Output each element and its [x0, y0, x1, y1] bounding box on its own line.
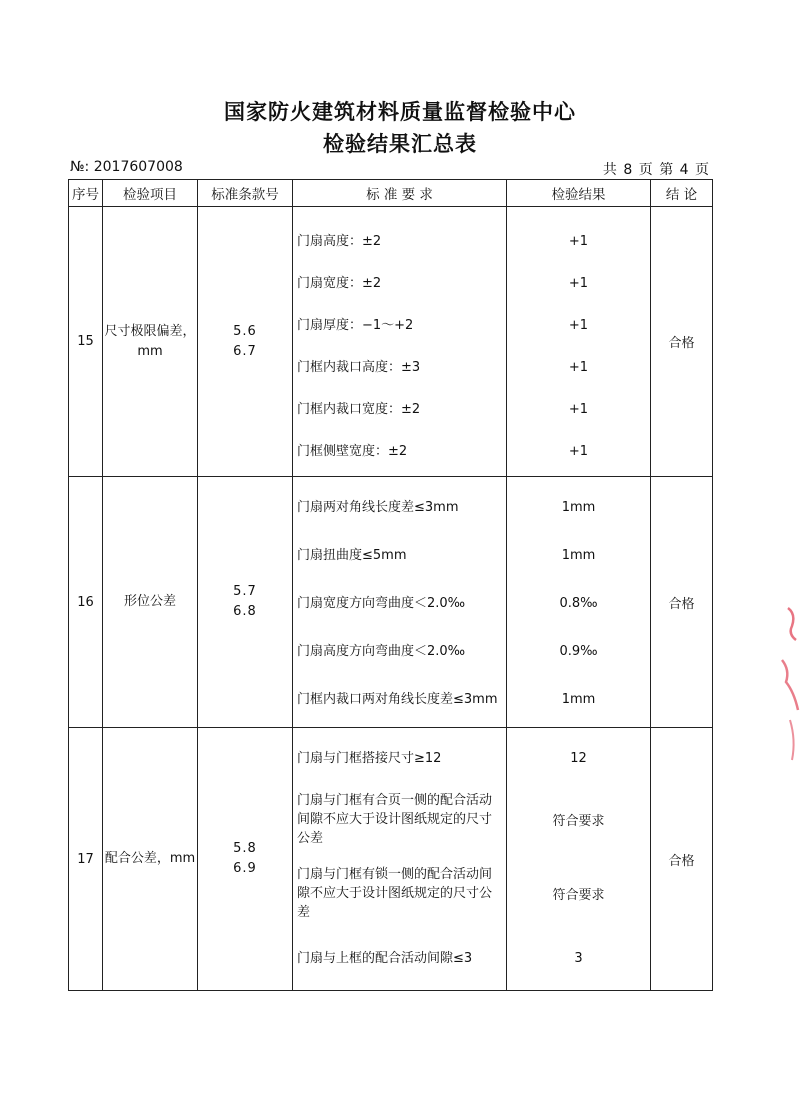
table-row	[69, 477, 713, 728]
header-conclusion: 结 论	[651, 180, 713, 207]
requirement-text: 门扇宽度：±2	[297, 275, 382, 291]
result-value: +1	[568, 359, 589, 375]
result-value: 1mm	[561, 499, 596, 515]
requirement-text: 门扇与门框有合页一侧的配合活动间隙不应大于设计图纸规定的尺寸公差	[297, 792, 493, 846]
result-list	[507, 207, 651, 477]
results-table	[68, 179, 713, 991]
clause-line: 6.9	[233, 861, 257, 876]
clause-line: 6.7	[233, 343, 257, 359]
result-value: +1	[568, 443, 589, 459]
requirement-text: 门扇与门框搭接尺寸≥12	[297, 750, 442, 766]
result-list	[507, 728, 651, 991]
clause-line: 6.8	[233, 604, 257, 619]
requirement-text: 门扇与上框的配合活动间隙≤3	[297, 950, 473, 966]
header-test-item: 检验项目	[103, 180, 198, 207]
requirement-list	[293, 728, 507, 991]
test-item: 尺寸极限偏差，mm	[103, 207, 198, 477]
table-header-row	[69, 180, 713, 207]
standard-clause	[198, 477, 293, 728]
result-value: +1	[568, 317, 589, 333]
requirement-text: 门扇高度：±2	[297, 233, 382, 249]
header-standard-requirement: 标 准 要 求	[293, 180, 507, 207]
result-value: +1	[568, 275, 589, 291]
result-value: 3	[574, 950, 583, 966]
result-value: +1	[568, 401, 589, 417]
requirement-list	[293, 477, 507, 728]
clause-line: 5.6	[233, 323, 257, 339]
clause-line: 5.8	[233, 841, 257, 856]
conclusion: 合格	[651, 207, 713, 477]
test-item: 形位公差	[103, 477, 198, 728]
page-total: 共 8 页	[602, 162, 654, 178]
page-indicator	[603, 159, 710, 179]
page-current: 第 4 页	[659, 162, 710, 178]
requirement-text: 门扇两对角线长度差≤3mm	[297, 499, 459, 515]
header-serial-no: 序号	[69, 180, 103, 207]
result-value: 1mm	[561, 691, 596, 707]
serial-no: 17	[69, 728, 103, 991]
conclusion: 合格	[651, 477, 713, 728]
result-list	[507, 477, 651, 728]
requirement-text: 门扇厚度：−1～+2	[297, 317, 414, 333]
test-item: 配合公差，mm	[103, 728, 198, 991]
result-value: 符合要求	[552, 813, 605, 829]
report-title: 国家防火建筑材料质量监督检验中心	[224, 100, 576, 124]
requirement-text: 门框内裁口两对角线长度差≤3mm	[297, 691, 498, 707]
header-test-result: 检验结果	[507, 180, 651, 207]
table-row	[69, 728, 713, 991]
requirement-text: 门扇高度方向弯曲度＜2.0‰	[297, 643, 466, 659]
standard-clause	[198, 207, 293, 477]
result-value: 12	[570, 750, 587, 766]
standard-clause	[198, 728, 293, 991]
result-value: 0.9‰	[559, 643, 598, 659]
serial-no: 16	[69, 477, 103, 728]
result-value: 1mm	[561, 547, 596, 563]
requirement-text: 门框侧壁宽度：±2	[297, 443, 408, 459]
result-value: 0.8‰	[559, 595, 598, 611]
red-seal-stamp-fragment	[770, 600, 800, 790]
requirement-text: 门扇与门框有锁一侧的配合活动间隙不应大于设计图纸规定的尺寸公差	[297, 866, 493, 920]
header-standard-clause: 标准条款号	[198, 180, 293, 207]
clause-line: 5.7	[233, 584, 257, 599]
requirement-list	[293, 207, 507, 477]
conclusion: 合格	[651, 728, 713, 991]
requirement-text: 门扇宽度方向弯曲度＜2.0‰	[297, 595, 466, 611]
requirement-text: 门框内裁口高度：±3	[297, 359, 421, 375]
table-row	[69, 207, 713, 477]
document-number: №: 2017607008	[70, 159, 183, 175]
requirement-text: 门框内裁口宽度：±2	[297, 401, 421, 417]
serial-no: 15	[69, 207, 103, 477]
result-value: 符合要求	[552, 887, 605, 903]
result-value: +1	[568, 233, 589, 249]
report-subtitle: 检验结果汇总表	[323, 132, 477, 156]
requirement-text: 门扇扭曲度≤5mm	[297, 547, 407, 563]
